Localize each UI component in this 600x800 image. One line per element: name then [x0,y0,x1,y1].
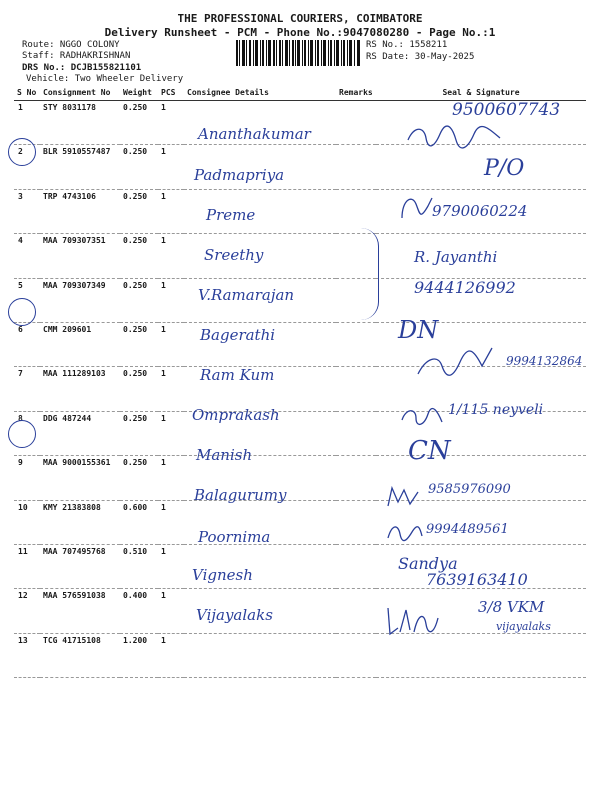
row-consignment: STY 8031178 [40,101,120,145]
row-consignment: MAA 707495768 [40,544,120,588]
handwritten-name: Poornima [198,528,271,546]
handwritten-phone: 9500607743 [452,100,561,120]
handwritten-name: Sandya [398,554,458,573]
table-row [14,234,586,278]
col-header-consignee: Consignee Details [184,87,336,101]
row-pcs: 1 [158,145,184,189]
row-weight: 0.250 [120,322,158,366]
circle-mark-row-9 [8,420,36,448]
handwritten-name: Ram Kum [200,366,275,384]
row-consignment: MAA 709307351 [40,234,120,278]
signature-scribble [384,604,442,638]
row-sno: 2 [14,145,40,189]
handwritten-name: Balagurumy [194,486,287,504]
runsheet-subtitle: Delivery Runsheet - PCM - Phone No.:9047080280 - Page No.:1 [104,26,496,39]
col-header-weight: Weight [120,87,158,101]
row-pcs: 1 [158,101,184,145]
row-weight: 0.250 [120,278,158,322]
row-weight: 0.250 [120,411,158,455]
row-pcs: 1 [158,367,184,411]
row-consignment: MAA 111289103 [40,367,120,411]
handwritten-name: Padmapriya [194,166,285,184]
signature-scribble [412,344,502,384]
row-remarks [336,500,376,544]
row-remarks [336,367,376,411]
row-sno: 7 [14,367,40,411]
handwritten-name: Bagerathi [200,326,276,344]
row-consignment: KMY 21383808 [40,500,120,544]
handwritten-name: Omprakash [192,406,280,424]
circle-mark-row-2 [8,138,36,166]
row-remarks [336,589,376,633]
row-remarks [336,633,376,677]
circle-mark-row-6 [8,298,36,326]
staff-label: Staff: RADHAKRISHNAN [22,51,131,61]
handwritten-phone: 9790060224 [432,202,528,220]
vehicle-label: Vehicle: Two Wheeler Delivery [26,74,184,84]
row-sno: 6 [14,322,40,366]
handwritten-name: Ananthakumar [198,125,311,143]
row-remarks [336,145,376,189]
row-sno: 12 [14,589,40,633]
row-pcs: 1 [158,544,184,588]
row-pcs: 1 [158,456,184,500]
route-label: Route: NGGO COLONY [22,40,120,50]
handwritten-name: vijayalaks [496,620,551,633]
row-weight: 0.250 [120,189,158,233]
row-remarks [336,456,376,500]
row-pcs: 1 [158,278,184,322]
handwritten-address: 3/8 VKM [478,598,545,616]
signature-scribble [404,122,504,152]
handwritten-phone: 9444126992 [414,278,516,297]
row-remarks [336,322,376,366]
handwritten-phone: 9585976090 [428,482,511,497]
row-consignment: TRP 4743106 [40,189,120,233]
handwritten-initials: CN [408,436,451,466]
col-header-pcs: PCS [158,87,184,101]
handwritten-name: Vijayalaks [196,606,273,624]
row-weight: 0.510 [120,544,158,588]
row-sno: 10 [14,500,40,544]
row-pcs: 1 [158,189,184,233]
row-pcs: 1 [158,234,184,278]
col-header-consignment: Consignment No [40,87,120,101]
row-weight: 0.250 [120,456,158,500]
handwritten-initials: DN [398,316,439,344]
bracket-mark [356,228,379,320]
rs-number: RS No.: 1558211 [366,40,448,50]
row-sno: 11 [14,544,40,588]
handwritten-name: Vignesh [192,566,253,584]
row-weight: 0.250 [120,234,158,278]
row-consignment: BLR 5910557487 [40,145,120,189]
row-weight: 0.250 [120,145,158,189]
row-consignment: MAA 709307349 [40,278,120,322]
row-weight: 0.400 [120,589,158,633]
company-title: THE PROFESSIONAL COURIERS, COIMBATORE [177,12,423,25]
row-consignment: DDG 487244 [40,411,120,455]
row-remarks [336,189,376,233]
row-remarks [336,411,376,455]
signature-scribble [398,192,434,222]
table-row [14,633,586,677]
row-pcs: 1 [158,633,184,677]
col-header-seal: Seal & Signature [376,87,586,101]
row-sno: 5 [14,278,40,322]
row-consignment: CMM 209601 [40,322,120,366]
handwritten-phone: 9994132864 [506,354,583,368]
handwritten-name: Sreethy [204,246,264,264]
row-consignee [184,633,336,677]
row-sno: 13 [14,633,40,677]
row-consignment: MAA 576591038 [40,589,120,633]
row-weight: 0.250 [120,367,158,411]
row-sno: 4 [14,234,40,278]
row-remarks [336,101,376,145]
handwritten-name: V.Ramarajan [198,286,295,304]
col-header-sno: S No [14,87,40,101]
row-weight: 1.200 [120,633,158,677]
row-sno: 8 [14,411,40,455]
handwritten-address: 1/115 neyveli [448,402,544,418]
handwritten-phone: 7639163410 [426,570,528,589]
row-consignment: MAA 9000155361 [40,456,120,500]
row-sno: 1 [14,101,40,145]
signature-scribble [398,404,444,430]
rs-date: RS Date: 30-May-2025 [366,52,475,62]
row-weight: 0.250 [120,101,158,145]
row-pcs: 1 [158,589,184,633]
row-sno: 9 [14,456,40,500]
col-header-remarks: Remarks [336,87,376,101]
handwritten-name: Manish [196,446,253,464]
row-consignment: TCG 41715108 [40,633,120,677]
table-header-row [14,87,586,101]
handwritten-mark: P/O [484,156,525,181]
signature-scribble [384,484,424,510]
barcode [236,40,360,66]
row-remarks [336,544,376,588]
handwritten-name: R. Jayanthi [414,248,498,266]
handwritten-phone: 9994489561 [426,522,509,537]
row-signature [376,633,586,677]
row-pcs: 1 [158,500,184,544]
row-pcs: 1 [158,322,184,366]
handwritten-name: Preme [206,206,256,224]
row-weight: 0.600 [120,500,158,544]
drs-label: DRS No.: DCJB155821101 [22,63,142,73]
row-pcs: 1 [158,411,184,455]
row-sno: 3 [14,189,40,233]
signature-scribble [384,520,424,546]
